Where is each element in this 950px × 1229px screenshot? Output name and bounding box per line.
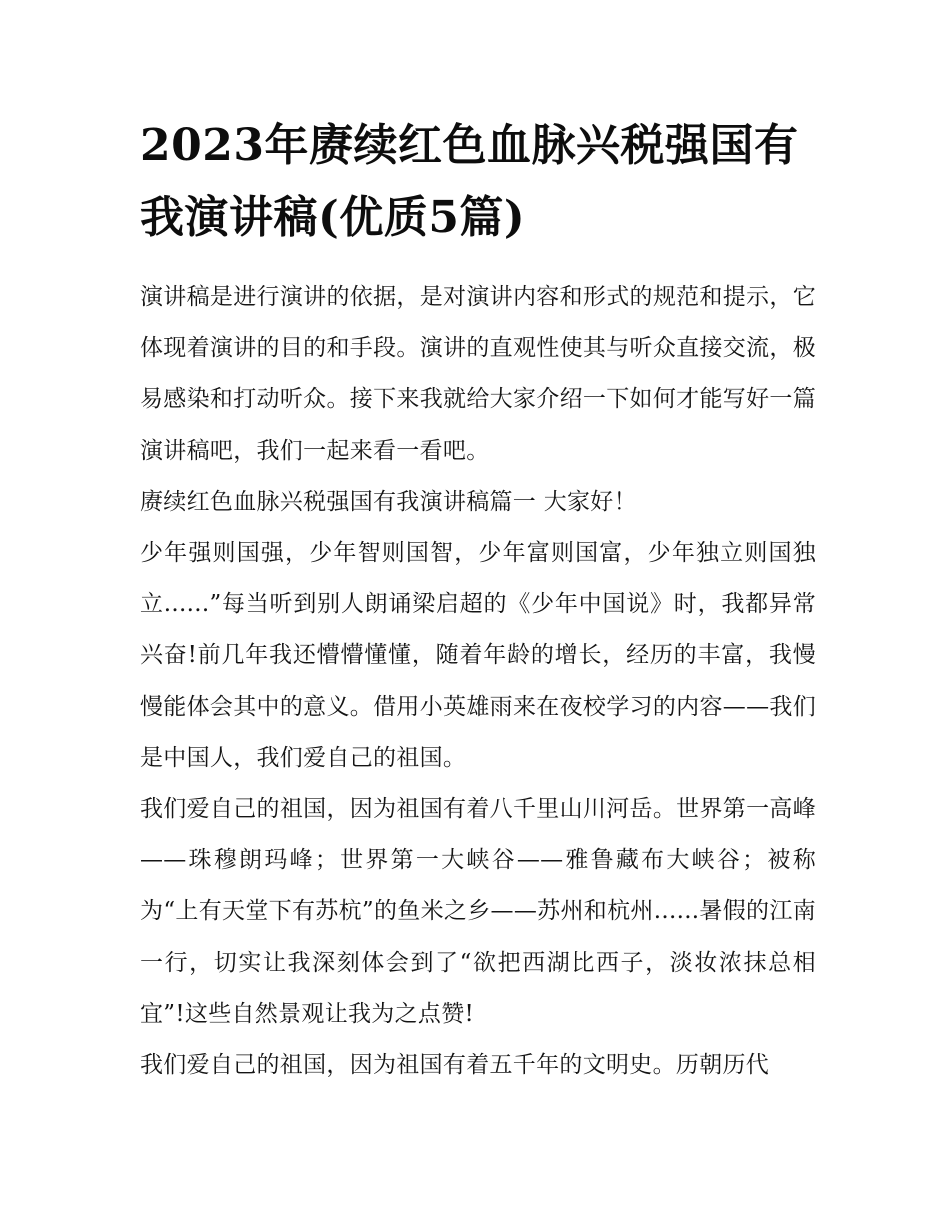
document-title: 2023年赓续红色血脉兴税强国有我演讲稿(优质5篇) — [140, 120, 799, 243]
paragraph-mountains-rivers: 我们爱自己的祖国，因为祖国有着八千里山川河岳。世界第一高峰——珠穆朗玛峰；世界第一大峡谷——雅鲁藏布大峡谷；被称为“上有天堂下有苏杭”的鱼米之乡——苏州和杭州......暑假的江南一行，切实让我深刻体会到了“欲把西湖比西子，淡妆浓抹总相宜”!这些自然景观让我为之点赞! — [140, 796, 816, 1027]
paragraph-heading-chapter-1: 赓续红色血脉兴税强国有我演讲稿篇一 大家好！ — [140, 488, 637, 515]
document-body — [140, 272, 816, 1091]
paragraph-intro: 演讲稿是进行演讲的依据，是对演讲内容和形式的规范和提示，它体现着演讲的目的和手段。演讲的直观性使其与听众直接交流，极易感染和打动听众。接下来我就给大家介绍一下如何才能写好一篇演讲稿吧，我们一起来看一看吧。 — [140, 284, 816, 464]
paragraph-young-china: 少年强则国强，少年智则国智，少年富则国富，少年独立则国独立......”每当听到别人朗诵梁启超的《少年中国说》时，我都异常兴奋!前几年我还懵懵懂懂，随着年龄的增长，经历的丰富，我慢慢能体会其中的意义。借用小英雄雨来在夜校学习的内容——我们是中国人，我们爱自己的祖国。 — [140, 540, 816, 771]
document-page — [140, 110, 816, 1091]
paragraph-civilization: 我们爱自己的祖国，因为祖国有着五千年的文明史。历朝历代 — [140, 1052, 770, 1079]
